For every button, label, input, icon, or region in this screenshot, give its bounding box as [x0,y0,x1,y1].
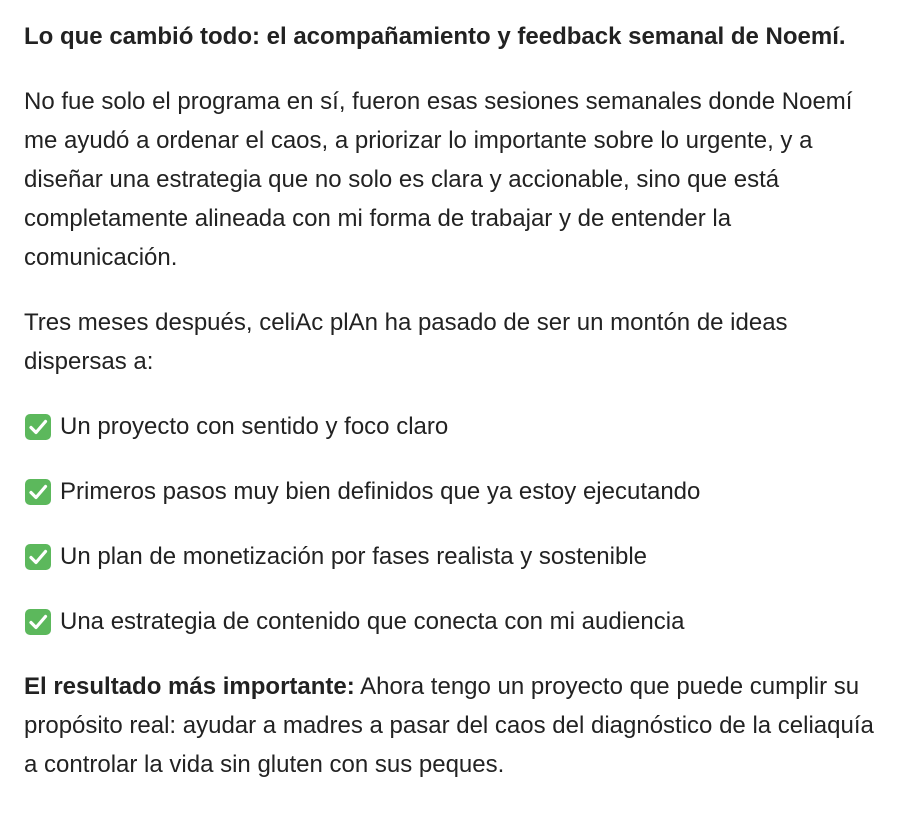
paragraph-result [24,667,884,784]
paragraph-three-months: Tres meses después, celiAc plAn ha pasado de ser un montón de ideas dispersas a: [24,309,788,375]
check-mark-button-icon [24,543,52,571]
checklist-item-text: Un plan de monetización por fases realista y sostenible [60,543,647,570]
check-mark-button-icon [24,608,52,636]
checklist-item-text: Primeros pasos muy bien definidos que ya estoy ejecutando [60,478,701,505]
checklist-item-text: Un proyecto con sentido y foco claro [60,413,449,440]
result-lead: El resultado más importante: [24,673,355,700]
result-text: Ahora tengo un proyecto que puede cumplir su propósito real: ayudar a madres a pasar del caos del diagnóstico de la celiaquía a controlar la vida sin gluten con sus peques. [24,673,874,778]
checklist-item [24,602,884,641]
checklist-item [24,537,884,576]
check-mark-button-icon [24,413,52,441]
checklist-item [24,472,884,511]
paragraph-sessions: No fue solo el programa en sí, fueron esas sesiones semanales donde Noemí me ayudó a ordenar el caos, a priorizar lo importante sobre lo urgente, y a diseñar una estrategia que no solo es clara y accionable, sino que está completamente alineada con mi forma de trabajar y de entender la comunicación. [24,88,853,271]
check-mark-button-icon [24,478,52,506]
checklist-item-text: Una estrategia de contenido que conecta con mi audiencia [60,608,685,635]
section-heading: Lo que cambió todo: el acompañamiento y feedback semanal de Noemí. [24,23,846,50]
checklist-item [24,407,884,446]
